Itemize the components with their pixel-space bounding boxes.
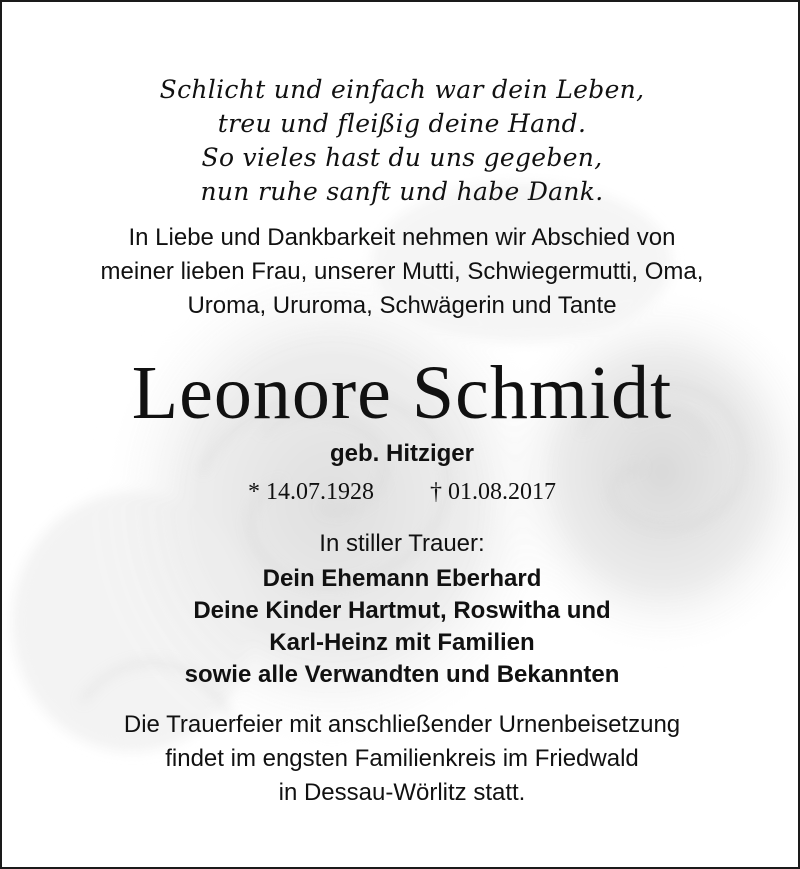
mourner-line-4: sowie alle Verwandten und Bekannten xyxy=(184,661,620,688)
notice-content xyxy=(2,2,800,869)
life-dates xyxy=(2,479,800,506)
closing-line-1: Die Trauerfeier mit anschließender Urnenbeisetzung xyxy=(123,711,681,738)
intro-line-1: In Liebe und Dankbarkeit nehmen wir Abschied von xyxy=(128,224,676,251)
death-date: † 01.08.2017 xyxy=(430,479,556,505)
maiden-name: geb. Hitziger xyxy=(329,440,474,467)
intro-line-3: Uroma, Ururoma, Schwägerin und Tante xyxy=(187,292,617,319)
poem-line-4: nun ruhe sanft und habe Dank. xyxy=(200,177,604,206)
birth-date: * 14.07.1928 xyxy=(248,479,374,505)
closing-line-2: findet im engsten Familienkreis im Friedwald xyxy=(165,745,639,772)
mourners-heading: In stiller Trauer: xyxy=(319,530,485,557)
mourner-line-2: Deine Kinder Hartmut, Roswitha und xyxy=(193,597,611,624)
closing-line-3: in Dessau-Wörlitz statt. xyxy=(278,779,526,806)
poem-line-3: So vieles hast du uns gegeben, xyxy=(201,143,603,172)
deceased-name: Leonore Schmidt xyxy=(131,351,673,435)
mourner-line-3: Karl-Heinz mit Familien xyxy=(269,629,535,656)
poem-line-2: treu und fleißig deine Hand. xyxy=(217,109,587,138)
intro-line-2: meiner lieben Frau, unserer Mutti, Schwiegermutti, Oma, xyxy=(100,258,704,285)
mourner-line-1: Dein Ehemann Eberhard xyxy=(262,565,542,592)
poem-line-1: Schlicht und einfach war dein Leben, xyxy=(159,75,645,104)
